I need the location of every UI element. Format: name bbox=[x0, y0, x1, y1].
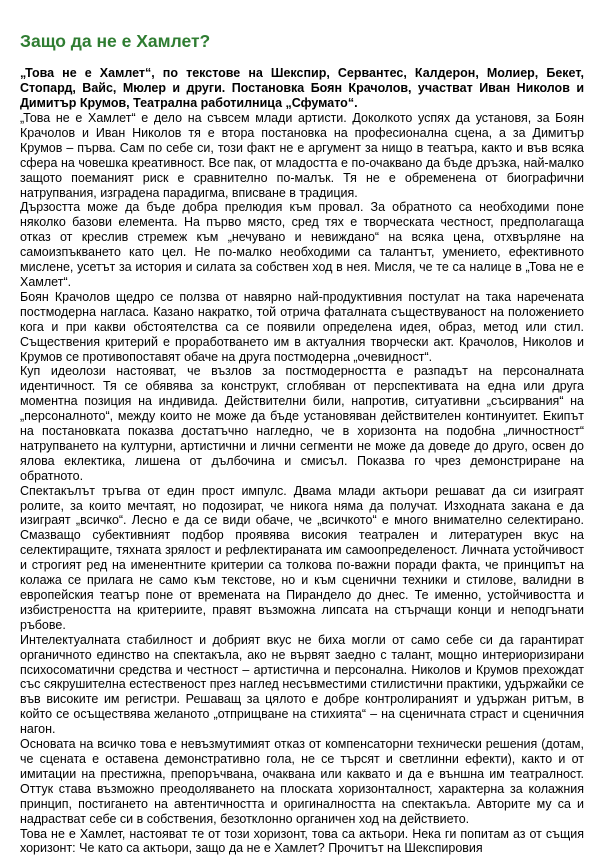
article-paragraph: Интелектуалната стабилност и добрият вкус не биха могли от само себе си да гарантират органичното единство на спектакъла, ако не вървят заедно с талант, мощно интериоризирани психосоматични средства и честност – артистична и персонална. Николов и Крумов прехождат със сякрушителна естественост през наглед несъвместими стилистични практики, удържайки се във високите им регистри. Решаващ за цялото е добре контролираният и удържан ритъм, в който се осъществява желаното „отприщване на стихията“ – на сценичната страст и сценичния нагон. bbox=[20, 633, 584, 737]
article-paragraph: Боян Крачолов щедро се ползва от навярно най-продуктивния постулат на така наречената постмодерна нагласа. Казано накратко, той отрича фаталната съществуваност на положението кога и при какви обстоятелства са се появили определена идея, образ, метод или стил. Съществения критерий е проработването им в актуалния творчески акт. Крачолов, Николов и Крумов се противопоставят обаче на друга постмодерна „очевидност“. bbox=[20, 290, 584, 365]
article-paragraph: Основата на всичко това е невъзмутимият отказ от компенсаторни технически решения (дотам, че сцената е оставена демонстративно гола, не се търсят и светлинни ефекти), както и от имитации на престижна, препоръчвана, очаквана или каквато и да е външна им театралност. Оттук става възможно преодоляването на плоската хоризонталност, характерна за колажния принцип, постигането на автентичността и оригиналността на спектакъла. Авторите му са и надрастват себе си в собствения, безотклонно органичен ход на действието. bbox=[20, 737, 584, 826]
article-paragraph: Куп идеолози настояват, че възлов за постмодерността е разпадът на персоналната идентичност. Тя се обявява за конструкт, сглобяван от перспективата на една или друга моментна позиция на индивида. Действителни били, напротив, ситуативни „съсирвания“ на „персоналното“, между които не може да бъде установяван действителен континуитет. Екипът на постановката показва достатъчно нагледно, че в хоризонта на подобна „личностност“ натрупването на културни, артистични и лични сегменти не може да доведе до друго, освен до ялова еклектика, лишена от дълбочина и смисъл. Показва го чрез демонстриране на обратното. bbox=[20, 364, 584, 483]
article bbox=[20, 30, 584, 856]
article-lead: „Това не е Хамлет“, по текстове на Шекспир, Сервантес, Калдерон, Молиер, Бекет, Стопард, Вайс, Мюлер и други. Постановка Боян Крачолов, участват Иван Николов и Димитър Крумов, Театрална работилница „Сфумато“. bbox=[20, 66, 584, 111]
article-paragraph: „Това не е Хамлет“ е дело на съвсем млади артисти. Доколкото успях да установя, за Боян Крачолов и Иван Николов тя е втора постановка на професионална сцена, а за Димитър Крумов – първа. Сам по себе си, този факт не е аргумент за нищо в театъра, както и във всяка сфера на човешка креативност. Все пак, от младостта е по-очаквано да бъде дръзка, най-малко защото поеманият риск е сравнително по-малък. Тя не е обременена от биографични натрупвания, изградена парадигма, вписване в традиция. bbox=[20, 111, 584, 200]
article-paragraph: Това не е Хамлет, настояват те от този хоризонт, това са актьори. Нека ги попитам аз от същия хоризонт: Че като са актьори, защо да не е Хамлет? Прочитът на Шекспировия bbox=[20, 827, 584, 856]
article-paragraph: Дързостта може да бъде добра прелюдия към провал. За обратното са необходими поне няколко базови елемента. На първо място, сред тях е творческата честност, предполагаща отказ от креслив стремеж към „нечувано и невиждано“ на всяка цена, отхвърляне на самоизпъкването като цел. Не по-малко необходими са талантът, умението, ефективното мислене, усетът за история и силата за собствен ход в нея. Мисля, че те са налице в „Това не е Хамлет“. bbox=[20, 200, 584, 289]
article-paragraph: Спектакълът тръгва от един прост импулс. Двама млади актьори решават да си изиграят ролите, за които мечтаят, но подозират, че никога няма да получат. Изходната закана е да изиграят „всичко“. Лесно е да се види обаче, че „всичкото“ е много внимателно селектирано. Смазващо субективният подбор проявява високия театрален и литературен вкус на селектиращите, тяхната зрялост и рефлектираната им самоопределеност. Личната устойчивост и строгият ред на именентните критерии са толкова по-важни поради факта, че принципът на колажа се прилага не само към текстове, но и към сценични техники и стилове, валидни в европейския театър поне от времената на Пирандело до днес. Те именно, устойчивостта и избистреността на критериите, правят възможна липсата на стърчащи конци и неподгънати ръбове. bbox=[20, 484, 584, 633]
article-title: Защо да не е Хамлет? bbox=[20, 30, 584, 52]
